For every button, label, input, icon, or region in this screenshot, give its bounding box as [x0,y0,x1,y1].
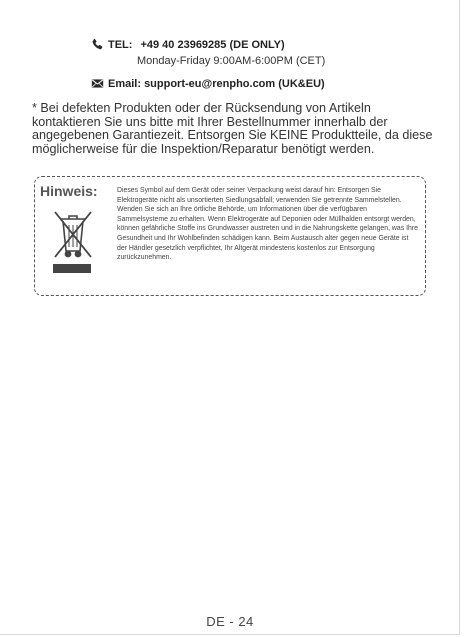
weee-solid-bar [53,264,91,273]
phone-number: +49 40 23969285 (DE ONLY) [140,38,285,51]
disposal-hint-box [34,176,426,296]
hint-text: Dieses Symbol auf dem Gerät oder seiner Verpackung weist darauf hin: Entsorgen Sie Elektrogeräte nicht als unsortierten Siedlungsabfall; verwenden Sie getrennte Sammelstellen. Wenden Sie sich an Ihre örtliche Behörde, um Informationen über die verfügbaren Sammelsysteme zu erhalten. Wenn Elektrogeräte auf Deponien oder Müllhalden entsorgt werden, können gefährliche Stoffe ins Grundwasser austreten und in die Nahrungskette gelangen, was Ihre Gesundheit und Ihr Wohlbefinden schädigen kann. Beim Austausch alter gegen neue Geräte ist der Händler gesetzlich verpflichtet, Ihr Altgerät mindestens kostenlos zur Entsorgung zurückzunehmen. [117,187,418,262]
phone-row [91,38,285,51]
return-notice: * Bei defekten Produkten oder der Rücksendung von Artikeln kontaktieren Sie uns bitte mit Ihrer Bestellnummer innerhalb der angegebenen Garantiezeit. Entsorgen Sie KEINE Produktteile, da diese möglicherweise für die Inspektion/Reparatur benötigt werden. [32,101,433,156]
phone-label: TEL: [108,38,133,51]
business-hours: Monday-Friday 9:00AM-6:00PM (CET) [137,55,326,67]
envelope-icon [91,77,104,90]
page-number: DE - 24 [206,614,254,629]
phone-icon [91,38,104,51]
email-row [91,77,325,90]
email-address: Email: support-eu@renpho.com (UK&EU) [108,77,325,90]
crossed-out-wheelie-bin-icon [52,207,94,261]
hint-title: Hinweis: [40,183,98,199]
